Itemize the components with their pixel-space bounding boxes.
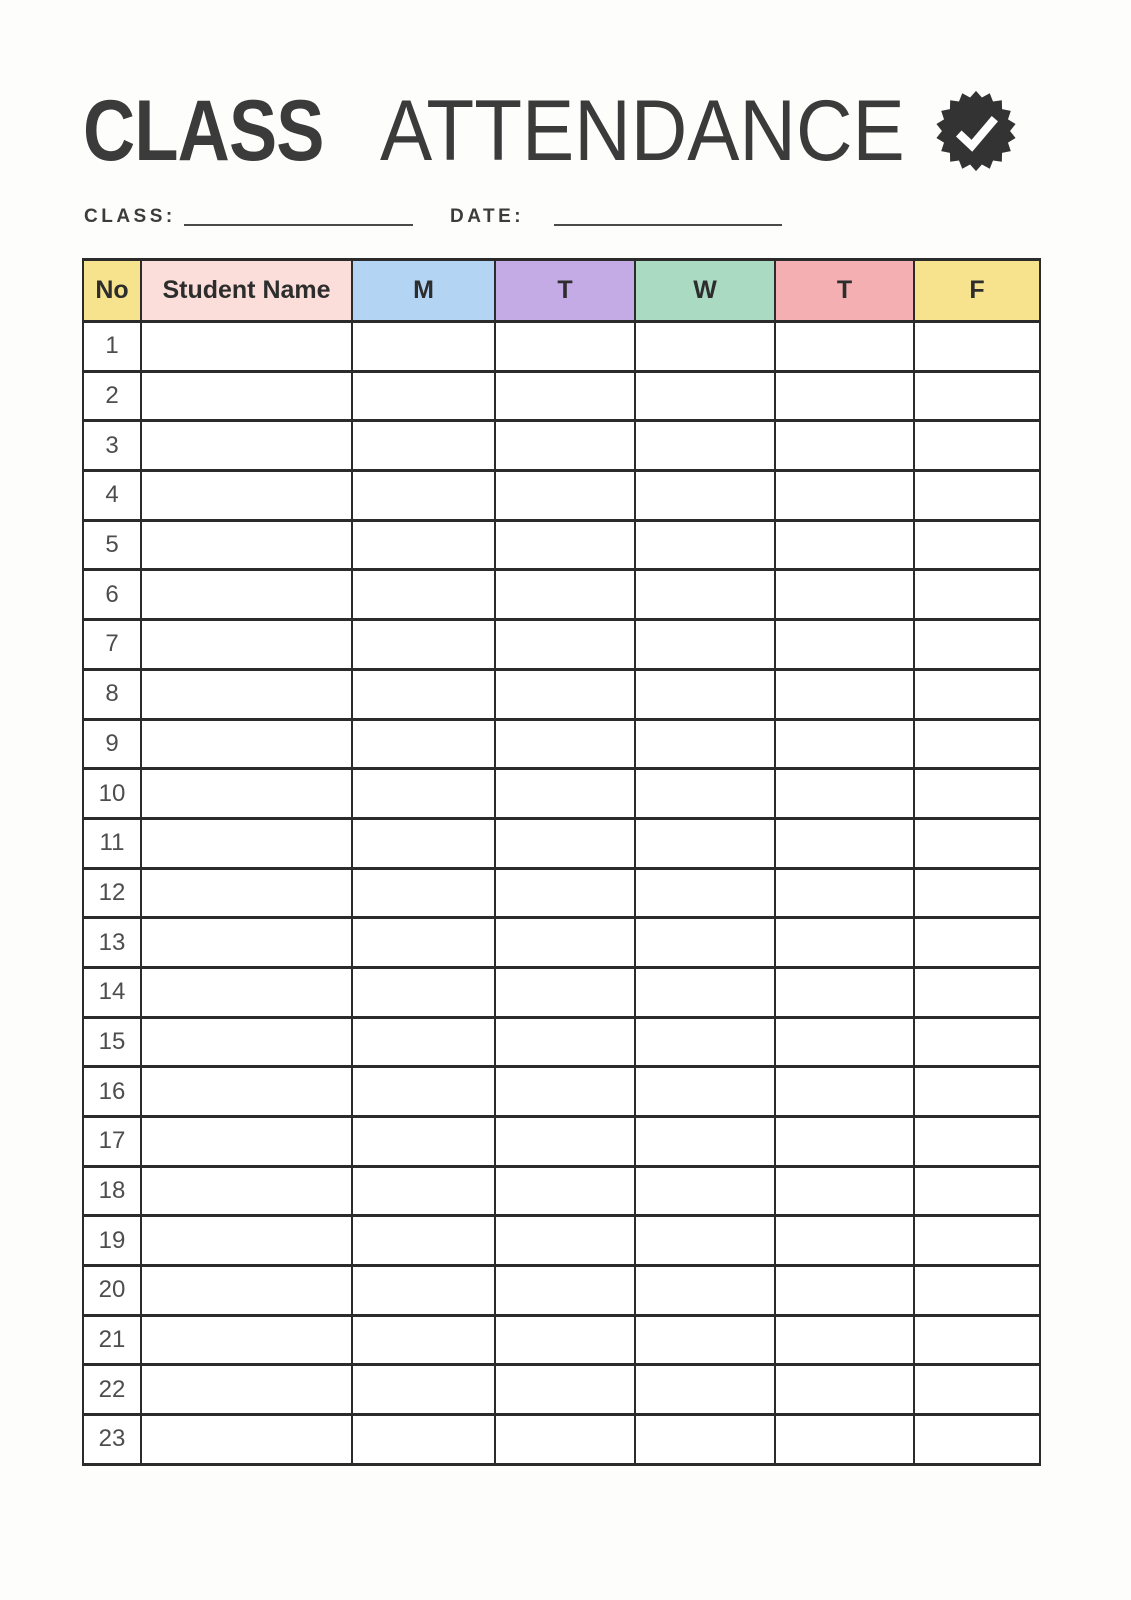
table-row [83,967,1040,1017]
table-row [83,371,1040,421]
attendance-cell[interactable] [775,1315,914,1365]
attendance-cell[interactable] [495,1067,635,1117]
student-name-cell[interactable] [141,719,352,769]
table-row [83,1117,1040,1167]
row-number: 14 [83,967,141,1017]
attendance-cell[interactable] [635,322,775,372]
attendance-cell[interactable] [495,1017,635,1067]
attendance-cell[interactable] [495,1117,635,1167]
attendance-cell[interactable] [352,570,495,620]
table-header-row [83,260,1040,322]
column-header-no: No [83,260,141,322]
attendance-cell[interactable] [495,818,635,868]
attendance-cell[interactable] [352,1166,495,1216]
attendance-cell[interactable] [775,918,914,968]
attendance-cell[interactable] [495,1166,635,1216]
attendance-cell[interactable] [495,1415,635,1465]
student-name-cell[interactable] [141,1216,352,1266]
row-number: 22 [83,1365,141,1415]
student-name-cell[interactable] [141,918,352,968]
student-name-cell[interactable] [141,471,352,521]
attendance-cell[interactable] [914,719,1040,769]
attendance-cell[interactable] [914,1117,1040,1167]
class-field-input-line[interactable] [184,202,413,226]
attendance-cell[interactable] [914,620,1040,670]
attendance-cell[interactable] [352,868,495,918]
attendance-cell[interactable] [914,570,1040,620]
attendance-cell[interactable] [352,918,495,968]
attendance-cell[interactable] [635,669,775,719]
attendance-cell[interactable] [352,669,495,719]
attendance-cell[interactable] [352,1067,495,1117]
date-field-input-line[interactable] [554,202,782,226]
attendance-cell[interactable] [352,421,495,471]
row-number: 4 [83,471,141,521]
attendance-cell[interactable] [495,769,635,819]
attendance-cell[interactable] [775,520,914,570]
attendance-cell[interactable] [495,719,635,769]
attendance-cell[interactable] [914,868,1040,918]
attendance-cell[interactable] [635,371,775,421]
column-header-monday: M [352,260,495,322]
row-number: 7 [83,620,141,670]
table-row [83,620,1040,670]
student-name-cell[interactable] [141,818,352,868]
attendance-cell[interactable] [775,421,914,471]
attendance-cell[interactable] [775,1415,914,1465]
student-name-cell[interactable] [141,1166,352,1216]
attendance-cell[interactable] [495,1266,635,1316]
attendance-cell[interactable] [914,818,1040,868]
table-row [83,1216,1040,1266]
attendance-cell[interactable] [914,471,1040,521]
attendance-cell[interactable] [352,1365,495,1415]
attendance-cell[interactable] [495,322,635,372]
class-field-label: CLASS: [84,206,176,227]
table-row [83,1166,1040,1216]
attendance-cell[interactable] [775,1017,914,1067]
student-name-cell[interactable] [141,620,352,670]
table-row [83,719,1040,769]
attendance-cell[interactable] [914,322,1040,372]
attendance-cell[interactable] [352,719,495,769]
attendance-cell[interactable] [352,322,495,372]
attendance-cell[interactable] [914,1166,1040,1216]
table-row [83,1017,1040,1067]
date-field-label: DATE: [450,206,525,227]
student-name-cell[interactable] [141,322,352,372]
table-row [83,818,1040,868]
attendance-cell[interactable] [914,520,1040,570]
attendance-cell[interactable] [775,868,914,918]
attendance-cell[interactable] [635,471,775,521]
row-number: 17 [83,1117,141,1167]
attendance-cell[interactable] [775,322,914,372]
attendance-cell[interactable] [635,719,775,769]
table-row [83,471,1040,521]
attendance-cell[interactable] [775,471,914,521]
student-name-cell[interactable] [141,520,352,570]
row-number: 15 [83,1017,141,1067]
attendance-cell[interactable] [495,520,635,570]
attendance-cell[interactable] [775,1266,914,1316]
student-name-cell[interactable] [141,1365,352,1415]
attendance-cell[interactable] [635,818,775,868]
attendance-table [82,258,1041,1466]
attendance-cell[interactable] [635,769,775,819]
attendance-cell[interactable] [914,1266,1040,1316]
student-name-cell[interactable] [141,1017,352,1067]
attendance-cell[interactable] [352,1415,495,1465]
row-number: 19 [83,1216,141,1266]
attendance-cell[interactable] [914,371,1040,421]
column-header-wednesday: W [635,260,775,322]
attendance-cell[interactable] [635,1017,775,1067]
attendance-cell[interactable] [495,371,635,421]
attendance-cell[interactable] [635,1315,775,1365]
student-name-cell[interactable] [141,1067,352,1117]
table-row [83,1266,1040,1316]
attendance-cell[interactable] [635,421,775,471]
table-row [83,322,1040,372]
attendance-cell[interactable] [775,1216,914,1266]
student-name-cell[interactable] [141,669,352,719]
row-number: 8 [83,669,141,719]
attendance-cell[interactable] [635,1166,775,1216]
student-name-cell[interactable] [141,1415,352,1465]
student-name-cell[interactable] [141,421,352,471]
table-row [83,868,1040,918]
attendance-cell[interactable] [775,719,914,769]
column-header-student-name: Student Name [141,260,352,322]
attendance-cell[interactable] [914,1365,1040,1415]
attendance-cell[interactable] [352,818,495,868]
attendance-cell[interactable] [635,868,775,918]
table-row [83,1067,1040,1117]
attendance-cell[interactable] [914,1067,1040,1117]
attendance-cell[interactable] [495,570,635,620]
attendance-cell[interactable] [914,1216,1040,1266]
table-body [83,322,1040,1465]
column-header-tuesday: T [495,260,635,322]
table-row [83,669,1040,719]
attendance-cell[interactable] [775,371,914,421]
attendance-cell[interactable] [914,1315,1040,1365]
attendance-cell[interactable] [775,818,914,868]
attendance-cell[interactable] [775,1117,914,1167]
page-title-class: CLASS [83,83,324,179]
attendance-cell[interactable] [775,1365,914,1415]
student-name-cell[interactable] [141,769,352,819]
attendance-cell[interactable] [635,1415,775,1465]
attendance-cell[interactable] [352,371,495,421]
attendance-cell[interactable] [352,1216,495,1266]
attendance-cell[interactable] [775,669,914,719]
row-number: 13 [83,918,141,968]
table-row [83,918,1040,968]
attendance-cell[interactable] [635,967,775,1017]
student-name-cell[interactable] [141,371,352,421]
attendance-cell[interactable] [914,769,1040,819]
attendance-cell[interactable] [495,471,635,521]
attendance-cell[interactable] [775,620,914,670]
row-number: 21 [83,1315,141,1365]
row-number: 20 [83,1266,141,1316]
attendance-cell[interactable] [495,1365,635,1415]
table-row [83,520,1040,570]
student-name-cell[interactable] [141,967,352,1017]
attendance-cell[interactable] [635,1365,775,1415]
attendance-cell[interactable] [635,1067,775,1117]
attendance-cell[interactable] [635,1266,775,1316]
table-row [83,421,1040,471]
attendance-cell[interactable] [635,570,775,620]
row-number: 18 [83,1166,141,1216]
row-number: 3 [83,421,141,471]
check-seal-icon [935,90,1017,172]
column-header-friday: F [914,260,1040,322]
attendance-cell[interactable] [495,1216,635,1266]
attendance-cell[interactable] [495,1315,635,1365]
attendance-cell[interactable] [635,620,775,670]
attendance-cell[interactable] [775,967,914,1017]
table-row [83,1315,1040,1365]
attendance-cell[interactable] [775,769,914,819]
row-number: 12 [83,868,141,918]
attendance-cell[interactable] [914,1017,1040,1067]
row-number: 23 [83,1415,141,1465]
attendance-cell[interactable] [775,1067,914,1117]
attendance-cell[interactable] [775,1166,914,1216]
attendance-cell[interactable] [635,1216,775,1266]
attendance-cell[interactable] [352,520,495,570]
attendance-cell[interactable] [495,868,635,918]
attendance-cell[interactable] [352,471,495,521]
row-number: 9 [83,719,141,769]
attendance-cell[interactable] [914,421,1040,471]
row-number: 6 [83,570,141,620]
student-name-cell[interactable] [141,1266,352,1316]
attendance-cell[interactable] [352,1017,495,1067]
attendance-cell[interactable] [635,918,775,968]
attendance-cell[interactable] [352,1266,495,1316]
attendance-cell[interactable] [775,570,914,620]
row-number: 5 [83,520,141,570]
attendance-cell[interactable] [352,1315,495,1365]
student-name-cell[interactable] [141,570,352,620]
attendance-cell[interactable] [914,967,1040,1017]
attendance-cell[interactable] [352,1117,495,1167]
row-number: 1 [83,322,141,372]
attendance-cell[interactable] [495,421,635,471]
row-number: 16 [83,1067,141,1117]
student-name-cell[interactable] [141,868,352,918]
student-name-cell[interactable] [141,1315,352,1365]
attendance-cell[interactable] [352,769,495,819]
row-number: 10 [83,769,141,819]
attendance-cell[interactable] [914,1415,1040,1465]
attendance-cell[interactable] [495,669,635,719]
row-number: 2 [83,371,141,421]
attendance-cell[interactable] [635,1117,775,1167]
attendance-cell[interactable] [495,918,635,968]
attendance-cell[interactable] [914,918,1040,968]
attendance-cell[interactable] [495,967,635,1017]
attendance-cell[interactable] [495,620,635,670]
page-title-attendance: ATTENDANCE [380,83,905,179]
table-row [83,1415,1040,1465]
table-row [83,1365,1040,1415]
column-header-thursday: T [775,260,914,322]
row-number: 11 [83,818,141,868]
table-row [83,769,1040,819]
attendance-cell[interactable] [352,620,495,670]
attendance-cell[interactable] [635,520,775,570]
attendance-cell[interactable] [914,669,1040,719]
table-row [83,570,1040,620]
student-name-cell[interactable] [141,1117,352,1167]
attendance-cell[interactable] [352,967,495,1017]
